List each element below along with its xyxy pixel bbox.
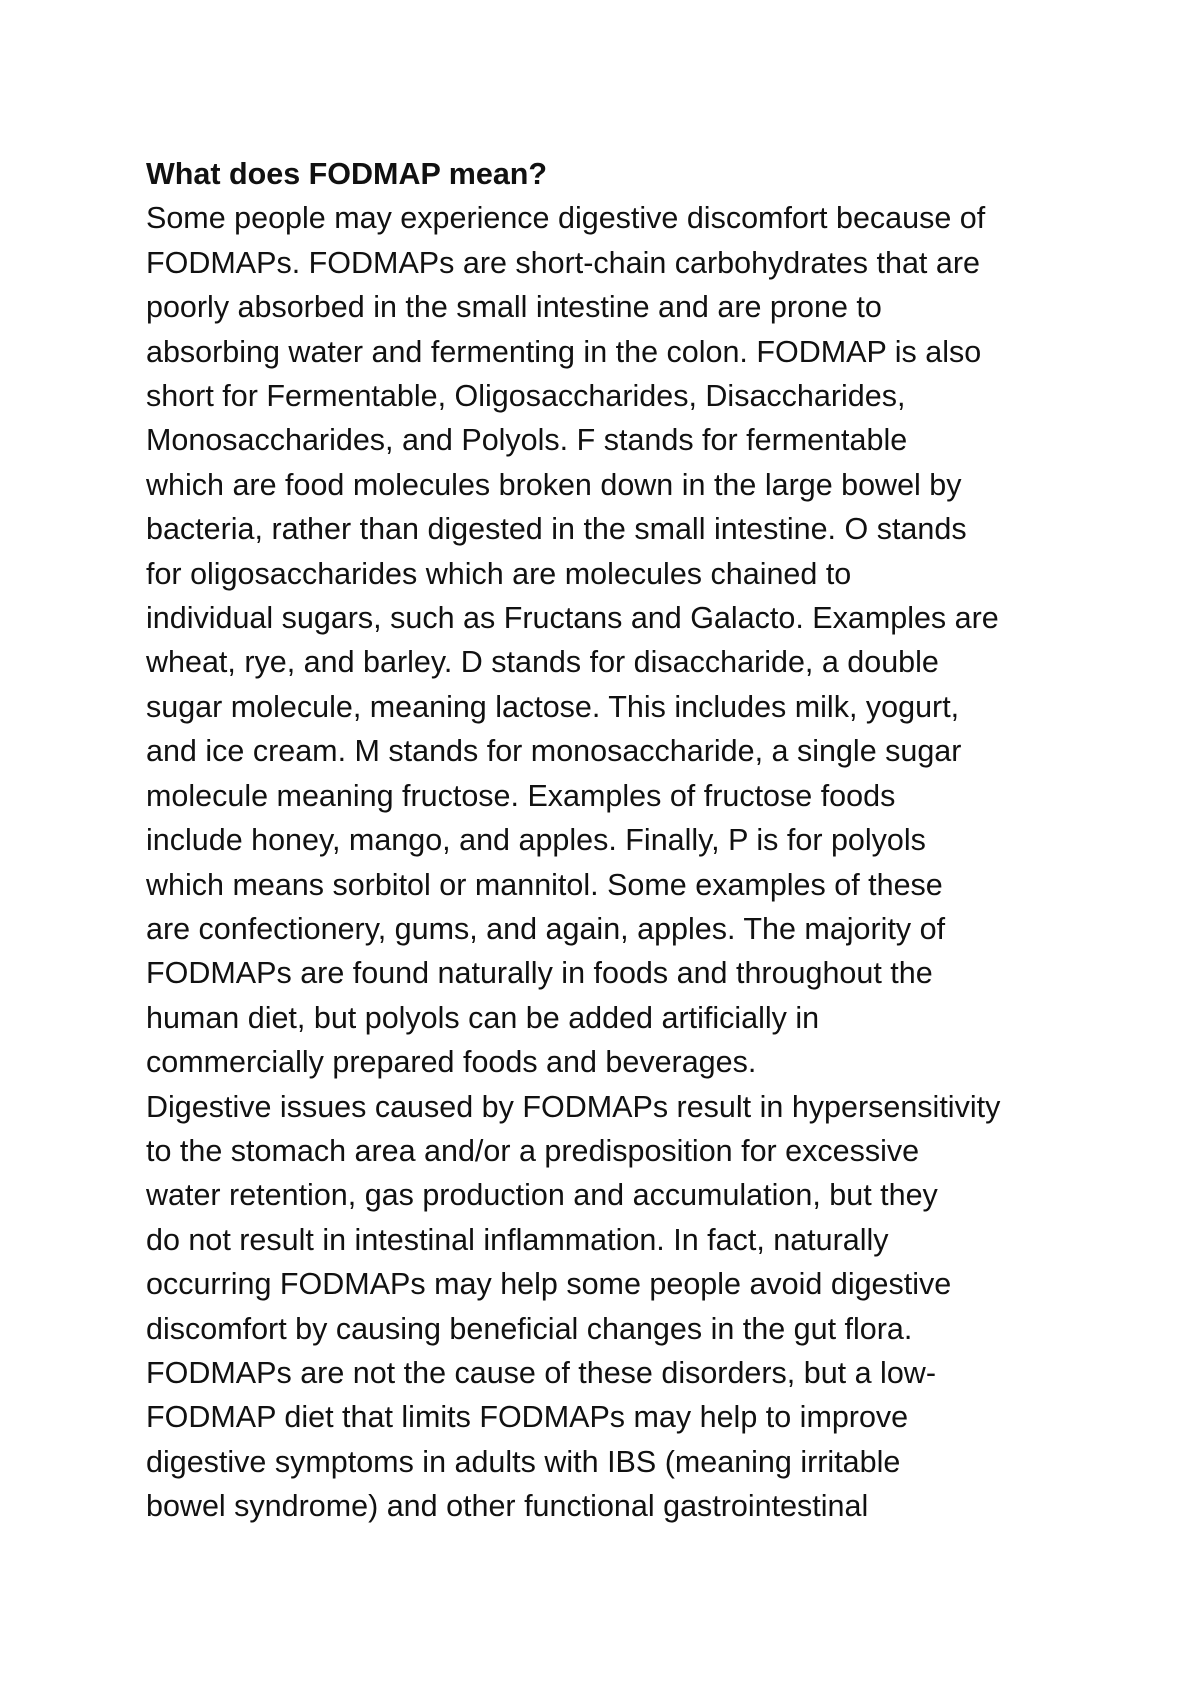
text-line: FODMAPs are found naturally in foods and throughout the [146,956,933,991]
text-line: to the stomach area and/or a predisposition for excessive [146,1133,920,1168]
paragraph-1 [146,196,1106,1084]
text-line: poorly absorbed in the small intestine and are prone to [146,290,882,325]
text-line: wheat, rye, and barley. D stands for disaccharide, a double [146,645,939,680]
text-line: Monosaccharides, and Polyols. F stands for fermentable [146,423,908,458]
document-title: What does FODMAP mean? [146,157,548,191]
text-line: bowel syndrome) and other functional gastrointestinal [146,1489,869,1524]
text-line: individual sugars, such as Fructans and Galacto. Examples are [146,601,999,636]
text-line: short for Fermentable, Oligosaccharides, Disaccharides, [146,379,906,414]
text-line: which are food molecules broken down in the large bowel by [146,467,962,502]
text-line: digestive symptoms in adults with IBS (meaning irritable [146,1444,901,1479]
text-line: and ice cream. M stands for monosaccharide, a single sugar [146,734,962,769]
text-line: for oligosaccharides which are molecules chained to [146,556,852,591]
text-line: FODMAPs. FODMAPs are short-chain carbohydrates that are [146,245,980,280]
text-line: FODMAP diet that limits FODMAPs may help to improve [146,1400,909,1435]
text-line: Some people may experience digestive discomfort because of [146,201,986,236]
text-line: human diet, but polyols can be added artificially in [146,1000,820,1035]
text-line: absorbing water and fermenting in the colon. FODMAP is also [146,334,982,369]
paragraph-2 [146,1085,1106,1529]
text-line: FODMAPs are not the cause of these disorders, but a low- [146,1355,936,1390]
document-body [146,152,1106,1529]
text-line: sugar molecule, meaning lactose. This includes milk, yogurt, [146,689,960,724]
text-line: bacteria, rather than digested in the small intestine. O stands [146,512,967,547]
text-line: are confectionery, gums, and again, apples. The majority of [146,911,946,946]
text-line: which means sorbitol or mannitol. Some examples of these [146,867,943,902]
text-line: include honey, mango, and apples. Finally, P is for polyols [146,823,926,858]
text-line: commercially prepared foods and beverages. [146,1045,757,1080]
text-line: do not result in intestinal inflammation. In fact, naturally [146,1222,889,1257]
text-line: water retention, gas production and accumulation, but they [146,1178,938,1213]
text-line: occurring FODMAPs may help some people avoid digestive [146,1267,952,1302]
text-line: molecule meaning fructose. Examples of fructose foods [146,778,896,813]
text-line: discomfort by causing beneficial changes in the gut flora. [146,1311,913,1346]
text-line: Digestive issues caused by FODMAPs result in hypersensitivity [146,1089,1001,1124]
